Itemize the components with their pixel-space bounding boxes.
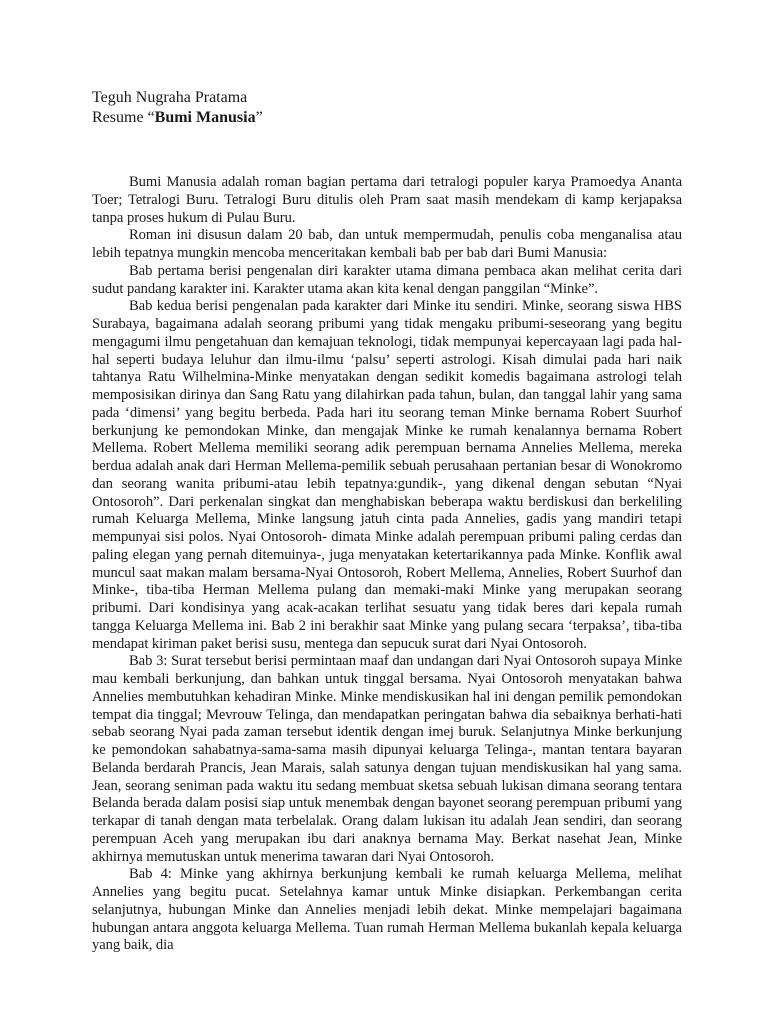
title-prefix: Resume “ xyxy=(92,109,155,126)
author-name: Teguh Nugraha Pratama xyxy=(92,89,248,106)
paragraph-bab-2: Bab kedua berisi pengenalan pada karakter dari Minke itu sendiri. Minke, seorang siswa HBS Surabaya, bagaimana adalah seorang pribumi yang tidak mengaku pribumi-seseorang yang begitu mengagumi ilmu pengetahuan dan kemajuan teknologi, tidak mempunyai kepercayaan lagi pada hal-hal seperti budaya leluhur dan ilmu-ilmu ‘palsu’ seperti astrologi. Kisah dimulai pada hari naik tahtanya Ratu Wilhelmina-Minke menyatakan dengan sedikit komedis bagaimana astrologi telah memposisikan dirinya dan Sang Ratu yang dilahirkan pada tahun, bulan, dan tanggal lahir yang sama pada ‘dimensi’ yang begitu berbeda. Pada hari itu seorang teman Minke bernama Robert Suurhof berkunjung ke pemondokan Minke, dan mengajak Minke ke rumah kenalannya bernama Robert Mellema. Robert Mellema memiliki seorang adik perempuan bernama Annelies Mellema, mereka berdua adalah anak dari Herman Mellema-pemilik sebuah perusahaan pertanian besar di Wonokromo dan seorang wanita pribumi-atau lebih tepatnya:gundik-, yang dikenal dengan sebutan “Nyai Ontosoroh”. Dari perkenalan singkat dan menghabiskan beberapa waktu berdiskusi dan berkeliling rumah Keluarga Mellema, Minke langsung jatuh cinta pada Annelies, gadis yang mandiri tetapi mempunyai sisi polos. Nyai Ontosoroh- dimata Minke adalah perempuan pribumi paling cerdas dan paling elegan yang pernah ditemuinya-, juga menyatakan ketertarikannya pada Minke. Konflik awal muncul saat makan malam bersama-Nyai Ontosoroh, Robert Mellema, Annelies, Robert Suurhof dan Minke-, tiba-tiba Herman Mellema pulang dan memaki-maki Minke yang merupakan seorang pribumi. Dari kondisinya yang acak-acakan terlihat sesuatu yang tidak beres dari kepala rumah tangga Keluarga Mellema ini. Bab 2 ini berakhir saat Minke yang pulang secara ‘terpaksa’, tiba-tiba mendapat kiriman paket berisi susu, mentega dan sepucuk surat dari Nyai Ontosoroh. xyxy=(92,298,682,652)
paragraph-intro: Bumi Manusia adalah roman bagian pertama dari tetralogi populer karya Pramoedya Ananta Toer; Tetralogi Buru. Tetralogi Buru ditulis oleh Pram saat masih mendekam di kamp kerjapaksa tanpa proses hukum di Pulau Buru. xyxy=(92,174,682,226)
paragraph-bab-4: Bab 4: Minke yang akhirnya berkunjung kembali ke rumah keluarga Mellema, melihat Annelies yang begitu pucat. Setelahnya kamar untuk Minke disiapkan. Perkembangan cerita selanjutnya, hubungan Minke dan Annelies menjadi lebih dekat. Minke mempelajari bagaimana hubungan antara anggota keluarga Mellema. Tuan rumah Herman Mellema bukanlah kepala keluarga yang baik, dia xyxy=(92,866,682,954)
document-header xyxy=(92,88,263,128)
paragraph-bab-1: Bab pertama berisi pengenalan diri karakter utama dimana pembaca akan melihat cerita dari sudut pandang karakter ini. Karakter utama akan kita kenal dengan panggilan “Minke”. xyxy=(92,262,682,297)
title-bold: Bumi Manusia xyxy=(154,109,256,126)
title-suffix: ” xyxy=(255,109,263,126)
document-title xyxy=(92,108,263,128)
paragraph-structure: Roman ini disusun dalam 20 bab, dan untuk mempermudah, penulis coba menganalisa atau lebih tepatnya mungkin mencoba menceritakan kembali bab per bab dari Bumi Manusia: xyxy=(92,227,682,261)
paragraph-bab-3: Bab 3: Surat tersebut berisi permintaan maaf dan undangan dari Nyai Ontosoroh supaya Minke mau kembali berkunjung, dan bahkan untuk tinggal bersama. Nyai Ontosoroh menyatakan bahwa Annelies membutuhkan kehadiran Minke. Minke mendiskusikan hal ini dengan pemilik pemondokan tempat dia tinggal; Mevrouw Telinga, dan mendapatkan peringatan bahwa dia sebaiknya berhati-hati sebab seorang Nyai pada zaman tersebut identik dengan imej buruk. Selanjutnya Minke berkunjung ke pemondokan sahabatnya-sama-sama masih dipunyai keluarga Telinga-, mantan tentara bayaran Belanda berdarah Prancis, Jean Marais, salah satunya dengan tujuan mendiskusikan hal yang sama. Jean, seorang seniman pada waktu itu sedang membuat sketsa sebuah lukisan dimana seorang tentara Belanda berada dalam posisi siap untuk menembak dengan bayonet seorang perempuan pribumi yang terkapar di tanah dengan mata terbelalak. Orang dalam lukisan itu adalah Jean sendiri, dan seorang perempuan Aceh yang merupakan ibu dari anaknya bernama May. Berkat nasehat Jean, Minke akhirnya memutuskan untuk menerima tawaran dari Nyai Ontosoroh. xyxy=(92,653,682,865)
document-body xyxy=(92,174,682,955)
